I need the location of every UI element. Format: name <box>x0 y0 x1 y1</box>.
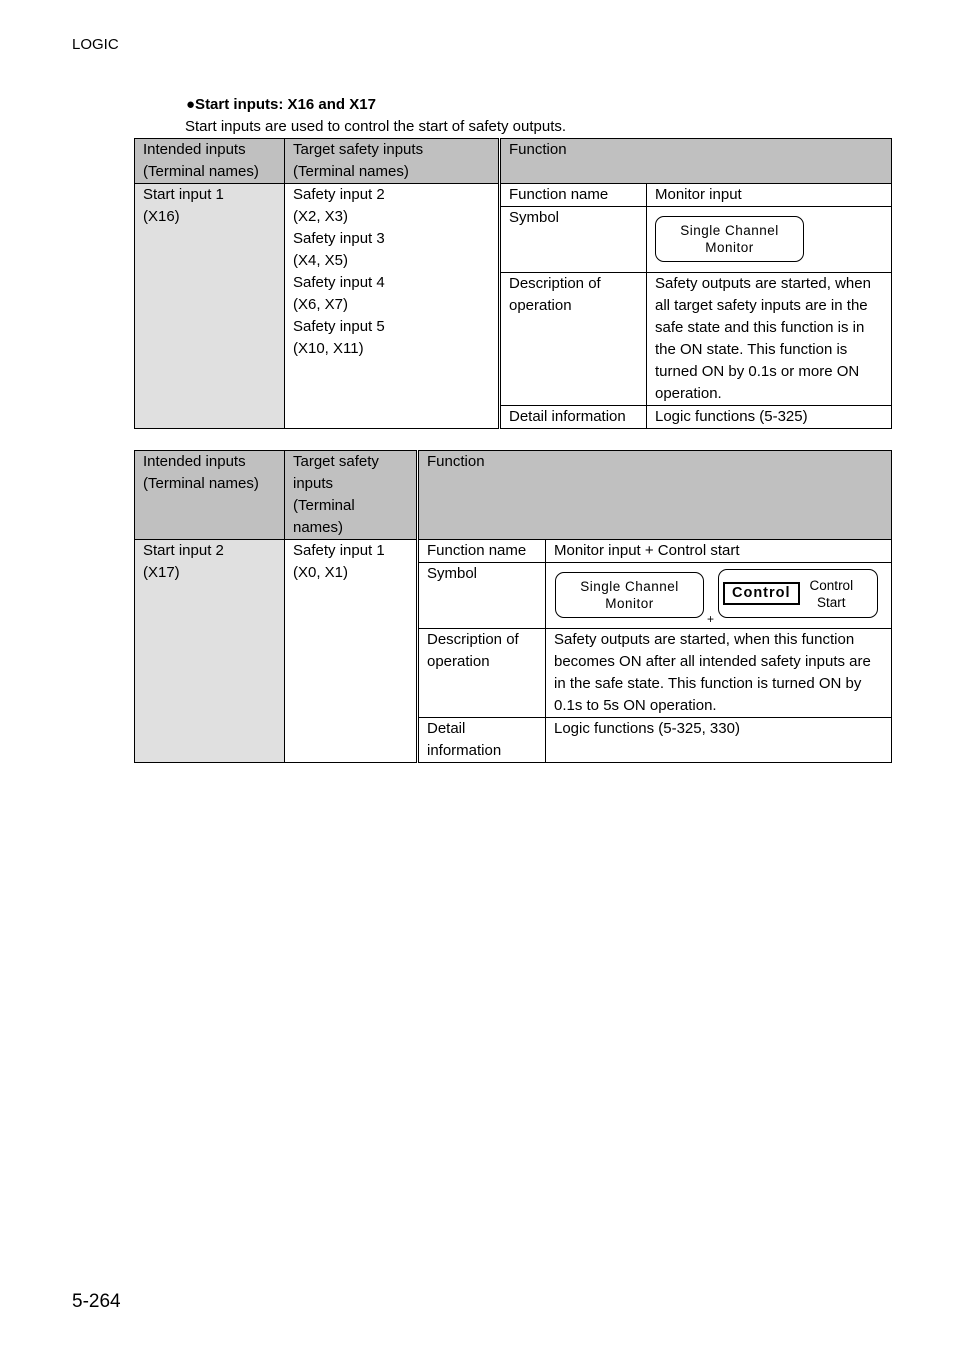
header-target-safety-inputs: Target safety inputs (Terminal names) <box>285 139 500 184</box>
header-function: Function <box>418 451 892 540</box>
single-channel-monitor-symbol: Single Channel Monitor <box>555 572 704 618</box>
single-channel-monitor-symbol: Single Channel Monitor <box>655 216 804 262</box>
header-intended-inputs: Intended inputs (Terminal names) <box>135 139 285 184</box>
detail-label: Detail information <box>500 406 647 429</box>
symbol-cell <box>546 563 892 629</box>
description-label: Description of operation <box>418 629 546 718</box>
header-target-safety-inputs: Target safety inputs (Terminal names) <box>285 451 418 540</box>
section-description: Start inputs are used to control the start of safety outputs. <box>185 118 567 135</box>
header-function: Function <box>500 139 892 184</box>
control-label: Control <box>723 582 800 605</box>
function-name-value: Monitor input + Control start <box>546 540 892 563</box>
control-start-label: Control Start <box>809 577 854 610</box>
symbol-label: Symbol <box>500 207 647 273</box>
start-input-2-table <box>134 450 892 763</box>
detail-value: Logic functions (5-325, 330) <box>546 718 892 763</box>
intended-input-cell: Start input 2 (X17) <box>135 540 285 763</box>
page-number: 5-264 <box>72 1291 121 1312</box>
control-start-symbol <box>718 569 878 618</box>
target-inputs-cell: Safety input 2 (X2, X3) Safety input 3 (X4, X5) Safety input 4 (X6, X7) Safety input 5 (X10, X11) <box>285 184 500 429</box>
symbol-cell <box>647 207 892 273</box>
description-label: Description of operation <box>500 273 647 406</box>
function-name-value: Monitor input <box>647 184 892 207</box>
detail-label: Detail information <box>418 718 546 763</box>
start-input-1-table <box>134 138 892 429</box>
plus-sign: + <box>707 612 715 626</box>
function-name-label: Function name <box>500 184 647 207</box>
symbol-label: Symbol <box>418 563 546 629</box>
header-intended-inputs: Intended inputs (Terminal names) <box>135 451 285 540</box>
function-name-label: Function name <box>418 540 546 563</box>
intended-input-cell: Start input 1 (X16) <box>135 184 285 429</box>
detail-value: Logic functions (5-325) <box>647 406 892 429</box>
page-header: LOGIC <box>72 36 119 53</box>
description-value: Safety outputs are started, when this function becomes ON after all intended safety inputs are in the safe state. This function is turned ON by 0.1s to 5s ON operation. <box>546 629 892 718</box>
target-inputs-cell: Safety input 1 (X0, X1) <box>285 540 418 763</box>
section-title: ●Start inputs: X16 and X17 <box>186 96 376 113</box>
description-value: Safety outputs are started, when all target safety inputs are in the safe state and this function is in the ON state. This function is turned ON by 0.1s or more ON operation. <box>647 273 892 406</box>
